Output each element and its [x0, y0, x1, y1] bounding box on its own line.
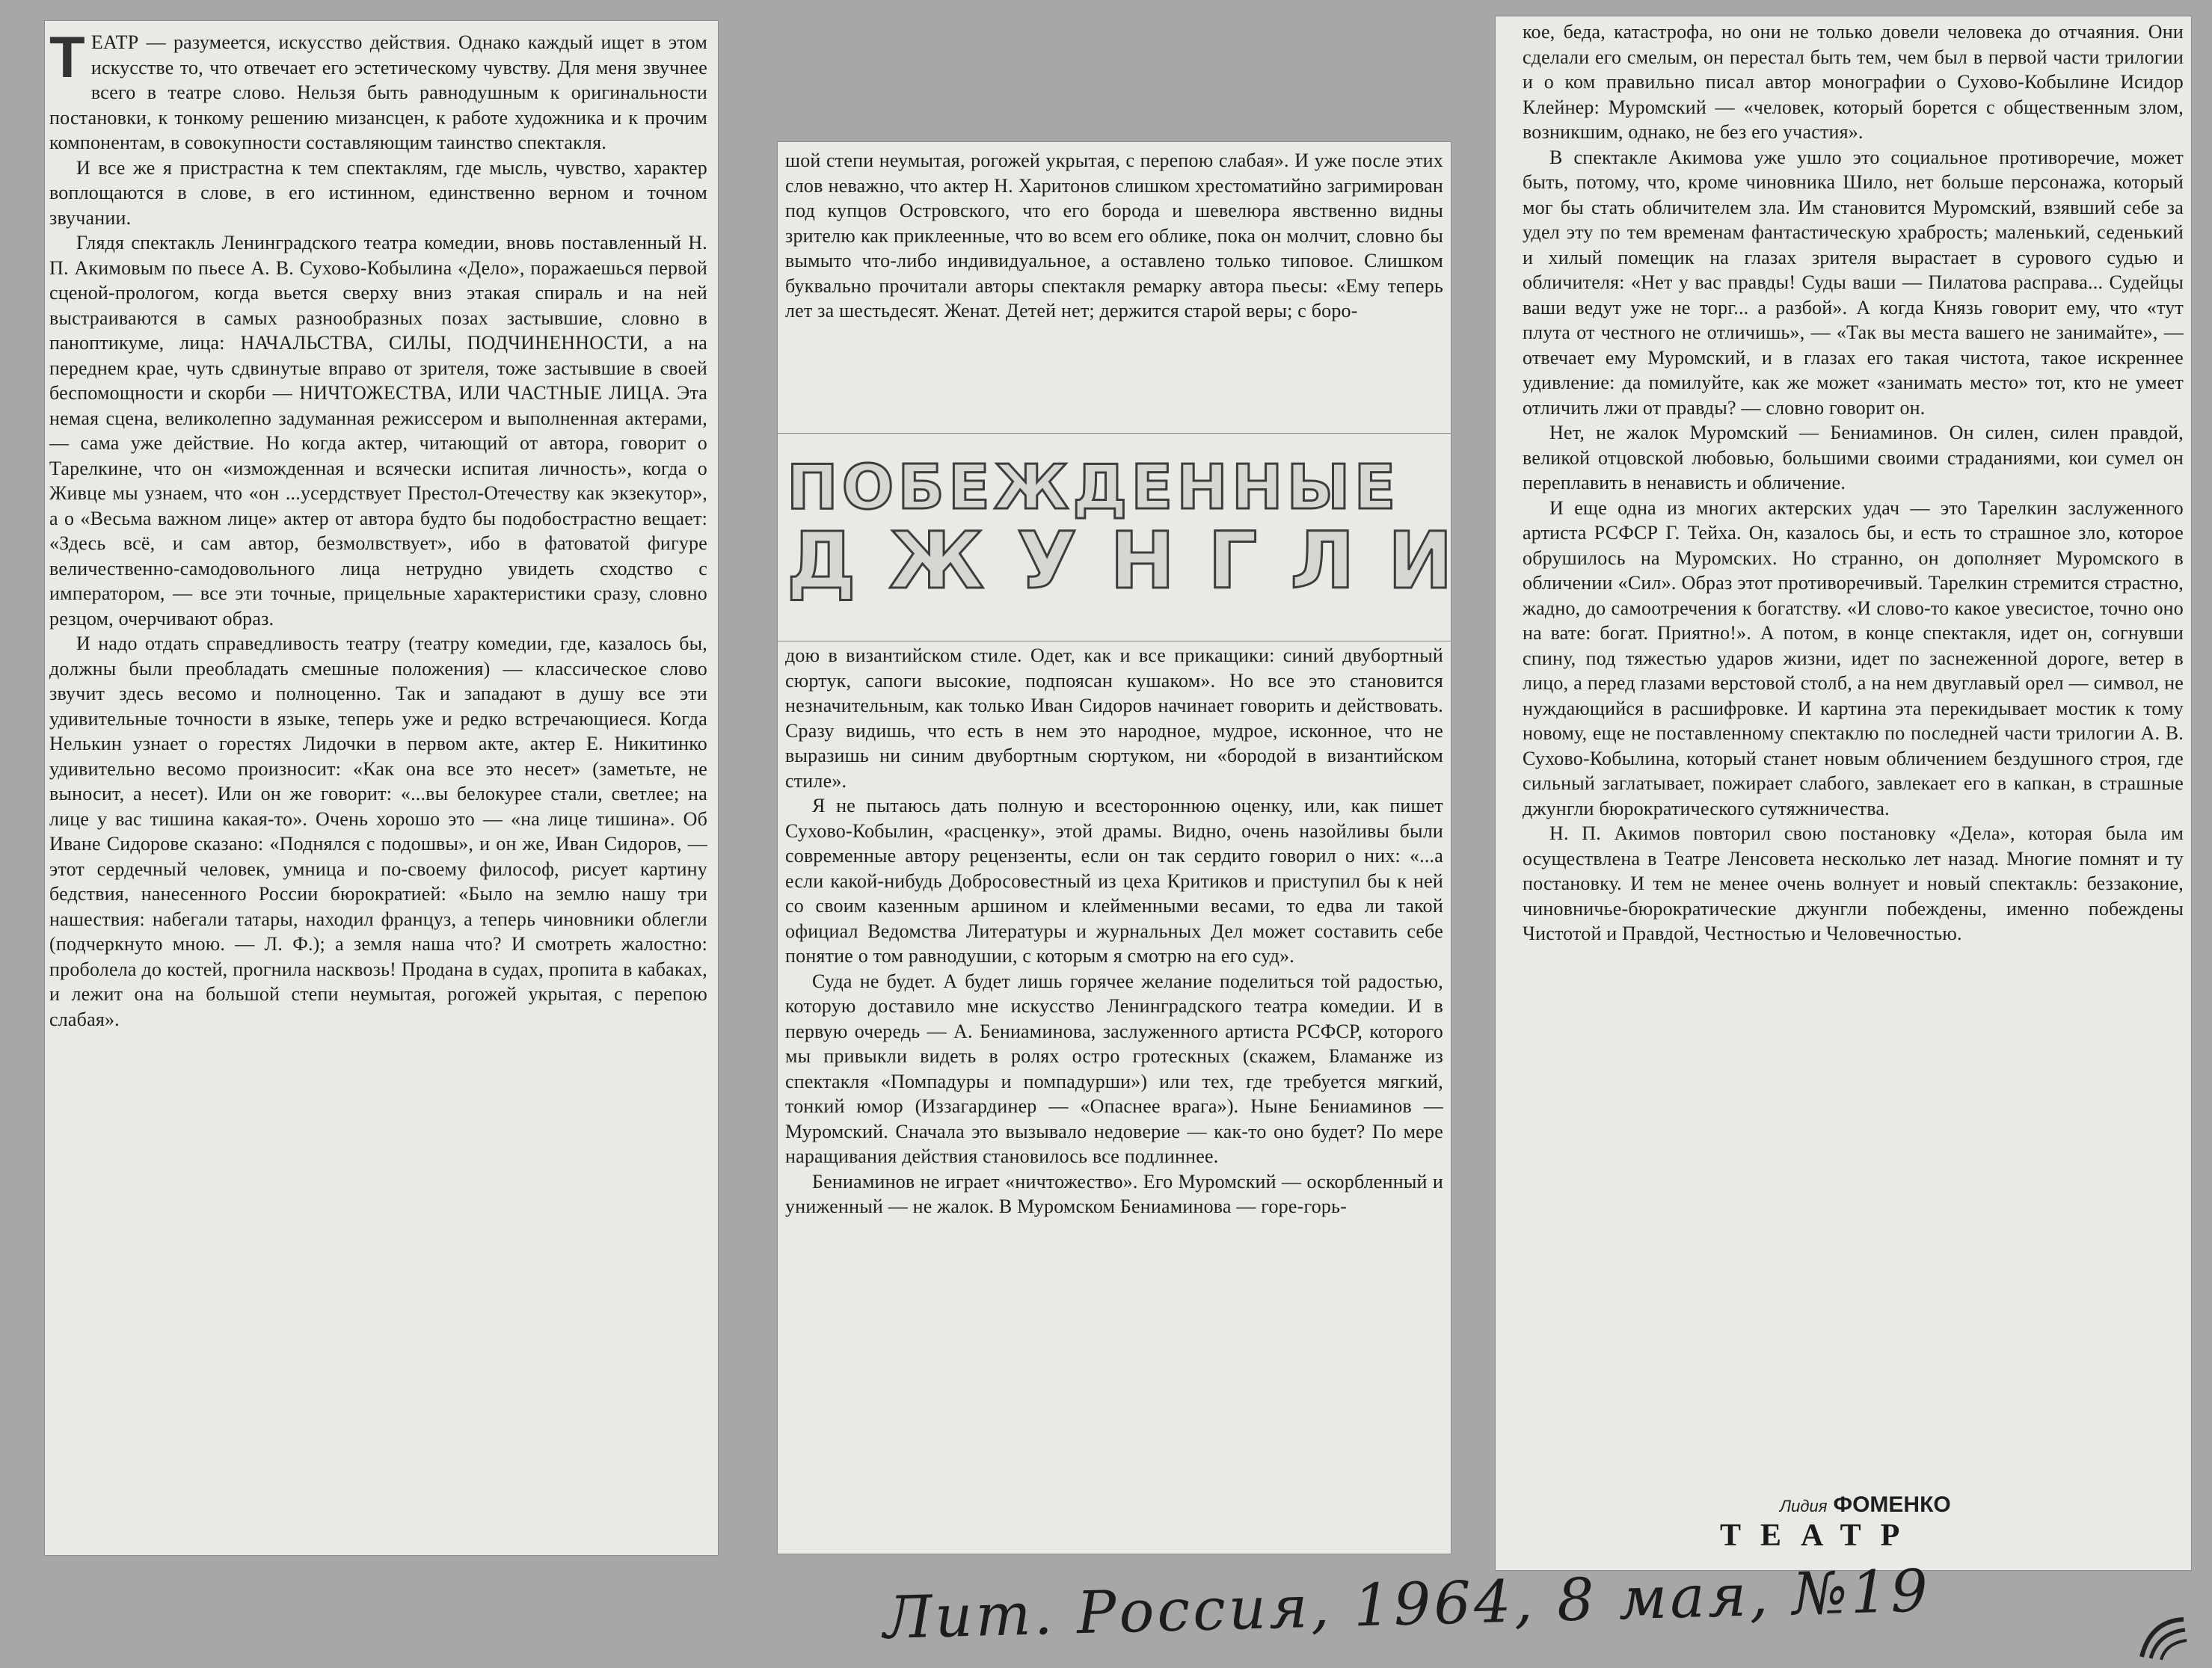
- publisher-mark-icon: [2136, 1613, 2190, 1663]
- article-column-3: [1523, 19, 2184, 1485]
- headline-line-2: ДЖУНГЛИ: [787, 515, 1486, 607]
- column-1-paragraph-1: ТЕАТР — разумеется, искусство действия. Однако каждый ищет в этом искусстве то, что отвечает его эстетическому чувству. Для меня звучнее всего в театре слово. Нельзя быть равнодушным к оригинальности постановки, к тонкому решению мизансцен, к работе художника и к прочим компонентам, в совокупности составляющим таинство спектакля.: [49, 30, 707, 153]
- column-2-paragraph-2: Я не пытаюсь дать полную и всестороннюю оценку, или, как пишет Сухово-Кобылин, «расценку», этой драмы. Видно, очень назойливы были современные автору рецензенты, если он так сердито говорил о них: «...а если какой-нибудь Добросовестный из цеха Критиков и приступил бы к ней со своим казенным аршином и клейменными весами, то едва ли такой официал Ведомства Литературы и журнальных Дел может составить себе понятие о том равнодушии, с которым я смотрю на его суд».: [785, 795, 1443, 967]
- author-byline: [1780, 1492, 1951, 1518]
- article-column-1: [49, 30, 707, 1548]
- column-2-paragraph-4: Бениаминов не играет «ничтожество». Его Муромский — оскорбленный и униженный — не жалок. В Муромском Бениаминова — горе-горь-: [785, 1170, 1443, 1217]
- column-2-paragraph-3: Суда не будет. А будет лишь горячее желание поделиться той радостью, которую доставило мне искусство Ленинградского театра комедии. И в первую очередь — А. Бениаминова, заслуженного артиста РСФСР, которого мы привыкли видеть в ролях остро гротескных (скажем, Бламанже из спектакля «Помпадуры и помпадурши») или тех, где требуется мягкий, тонкий юмор (Иззагардинер — «Опаснее врага»). Ныне Бениаминов — Муромский. Сначала это вызывало недоверие — как-то оно будет? По мере наращивания действия становилось все подлиннее.: [785, 970, 1443, 1167]
- column-2-top-paragraph: шой степи неумытая, рогожей укрытая, с перепою слабая». И уже после этих слов неважно, что актер Н. Харитонов слишком хрестоматийно загримирован под купцов Островского, что его борода и шевелюра явственно видны зрителю как приклеенные, что во всем его облике, пока он молчит, словно бы вымыто что-либо индивидуальное, а оставлено только типовое. Слишком буквально прочитали авторы спектакля ремарку автора пьесы: «Ему теперь лет за шестьдесят. Женат. Детей нет; держится старой веры; с боро-: [785, 150, 1443, 321]
- column-2-paragraph-1: дою в византийском стиле. Одет, как и все прикащики: синий двубортный сюртук, сапоги высокие, подпоясан кушаком». Но все это становится незначительным, как только Иван Сидоров начинает говорить и действовать. Сразу видишь, что есть в нем это народное, мудрое, исконное, что не выразишь ни синим двубортным сюртуком, ни «бородой в византийском стиле».: [785, 644, 1443, 792]
- column-3-paragraph-1: кое, беда, катастрофа, но они не только довели человека до отчаяния. Они сделали его смелым, он перестал быть тем, чем был в первой части трилогии и о ком правильно писал автор монографии о Сухово-Кобылине Исидор Клейнер: Муромский — «человек, который борется с общественным злом, возникшим, однако, не без его участия».: [1523, 21, 2184, 143]
- drop-cap: Т: [49, 30, 85, 90]
- column-3-paragraph-2: В спектакле Акимова уже ушло это социальное противоречие, может быть, потому, что, кроме чиновника Шило, нет больше персонажа, который мог бы стать обличителем зла. Им становится Муромский, взявший себе за удел эту по тем временам фантастическую храбрость; маленький, седенький и хилый помещик на глазах зрителя вырастает в сурового судью и обличителя: «Нет у вас правды! Суды ваши — Пилатова расправа... Судейцы ваши ведут уже не торг... а разбой». А когда Князь говорит ему, что «тут плута от честного не отличишь», — «Так вы места вашего не занимайте», — отвечает ему Муромский, и в глазах его такая чистота, такое искреннее удивление: да помилуйте, как же может «занимать место» тот, кто не умеет отличить лжи от правды? — словно говорит он.: [1523, 146, 2184, 419]
- column-1-paragraph-4: И надо отдать справедливость театру (театру комедии, где, казалось бы, должны были преобладать смешные положения) — классическое слово звучит здесь весомо и полноценно. Так и западают в душу все эти удивительные точности в языке, теперь уже и редко встречающиеся. Когда Нелькин узнает о горестях Лидочки в первом акте, актер Е. Никитинко удивительно весомо произносит: «Как она все это несет» (заметьте, не выносит, а несет). Или он же говорит: «...вы белокурее стали, светлее; на лице у вас тишина какая-то». Очень хорошо это — «на лице тишина». Об Иване Сидорове сказано: «Поднялся с подошвы», и он же, Иван Сидоров, — этот сердечный человек, умница и по-своему философ, рисует картину бедствия, нанесенного России бюрократией: «Было на землю нашу три нашествия: набегали татары, находил француз, а теперь чиновники облегли (подчеркнуто мною. — Л. Ф.); а земля наша что? И смотреть жалостно: проболела до костей, прогнила насквозь! Продана в судах, пропита в кабаках, и лежит она на большой степи неумытая, рогожей укрытая, с перепою слабая».: [49, 633, 707, 1030]
- column-3-paragraph-5: Н. П. Акимов повторил свою постановку «Дела», которая была им осуществлена в Театре Ленсовета несколько лет назад. Многие помнят и ту постановку. И тем не менее очень волнует и новый спектакль: беззаконие, чиновничье-бюрократические джунгли побеждены, именно побеждены Чистотой и Правдой, Честностью и Человечностью.: [1523, 822, 2184, 944]
- headline-line-1: ПОБЕЖДЕННЫЕ: [787, 452, 1400, 523]
- article-column-2-top: [785, 148, 1443, 431]
- column-3-paragraph-4: И еще одна из многих актерских удач — это Тарелкин заслуженного артиста РСФСР Г. Тейха. Он, казалось бы, и есть то страшное зло, которое обрушилось на Муромских. Но странно, он дополняет Муромского в обличении «Сил». Образ этот противоречивый. Тарелкин стремится страстно, жадно, до самоотречения к богатству. «И слово-то какое увесистое, точно оно на вате: богат. Приятно!». А потом, в конце спектакля, идет он, согнувши спину, под тяжестью ударов жизни, идет по заснеженной дороге, ветер в лицо, а перед глазами верстовой столб, а на нем двуглавый орел — символ, не нуждающийся в расшифровке. И картина эта перекидывает мостик к тому новому, еще не поставленному спектаклю по последней части трилогии А. В. Сухово-Кобылина, который станет новым обличением бездушного строя, где сильный заглатывает, пожирает слабого, завлекает его в капкан, в страшные джунгли бюрократического сутяжничества.: [1523, 496, 2184, 819]
- section-rubric: ТЕАТР: [1720, 1518, 1920, 1553]
- article-column-2-bottom: [785, 643, 1443, 1549]
- column-1-paragraph-3: Глядя спектакль Ленинградского театра комедии, вновь поставленный Н. П. Акимовым по пьесе А. В. Сухово-Кобылина «Дело», поражаешься первой сценой-прологом, когда вьется сверху вниз этакая спираль и на ней выстраиваются в самых разнообразных позах застывшие, словно в паноптикуме, лица: НАЧАЛЬСТВА, СИЛЫ, ПОДЧИНЕННОСТИ, а на переднем крае, чуть сдвинутые вправо от зрителя, тоже застывшие в своей беспомощности и скорби — НИЧТОЖЕСТВА, ИЛИ ЧАСТНЫЕ ЛИЦА. Эта немая сцена, великолепно задуманная режиссером и выполненная актерами, — сама уже действие. Но когда актер, читающий от автора, говорит о Тарелкине, что он «изможденная и всячески испитая личность», когда о Живце мы узнаем, что «он ...усердствует Престол-Отечеству как экзекутор», а о «Весьма важном лице» актер от автора будто бы подобострастно вещает: «Здесь всё, и сам автор, безмолвствует», ибо в фатоватой фигуре величественно-самодовольного лица нетрудно увидеть сходство с императором, — все эти точные, прицельные характеристики сразу, словно резцом, очерчивают образ.: [49, 232, 707, 630]
- column-1-paragraph-2: И все же я пристрастна к тем спектаклям, где мысль, чувство, характер воплощаются в слове, в его истинном, единственно верном и точном звучании.: [49, 156, 707, 229]
- author-surname: ФОМЕНКО: [1833, 1492, 1951, 1517]
- article-headline: [787, 452, 1486, 607]
- handwritten-source-note: Лит. Россия, 1964, 8 мая, №19: [882, 1557, 1932, 1652]
- column-3-paragraph-3: Нет, не жалок Муромский — Бениаминов. Он силен, силен правдой, великой отцовской любовью, большими своими страданиями, кои сумел он переплавить в ненависть и обличение.: [1523, 422, 2184, 493]
- author-given-name: Лидия: [1780, 1497, 1828, 1515]
